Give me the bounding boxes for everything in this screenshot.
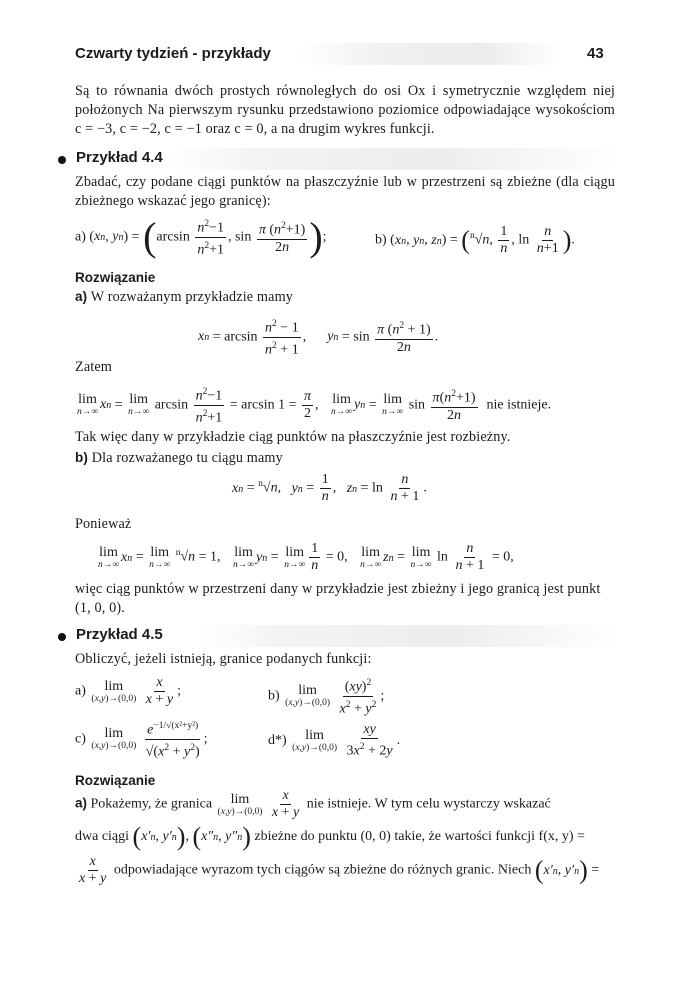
example-heading-shade [200, 625, 620, 647]
limits-a-formula: lim n→∞ xn = lim n→∞ arcsin $\frac{n^2-1}{n^2+1}$ = arcsin 1 = $\frac{\pi}{2}$ , lim n→∞ yn = lim n→∞ sin $\frac{\pi(n^2+1)}{2n}$ nie istnieje. [75, 384, 551, 426]
running-header-title: Czwarty tydzień - przykłady [75, 45, 271, 62]
nie-istnieje-text: nie istnieje. [486, 397, 552, 413]
solution-heading: Rozwiązanie [75, 773, 156, 788]
task-45-d: d*) lim (x,y)→(0,0) $\frac{xy}{3x^2 + 2y}$ . [268, 722, 401, 759]
formula-b-seq: xn = $^n$√n, yn = $\frac{1}{n}$ , zn = ln $\frac{n}{n + 1}$ . [232, 472, 427, 504]
bullet-icon [58, 156, 66, 164]
example-heading-shade [170, 148, 620, 170]
poniewaz-text: Ponieważ [75, 516, 132, 532]
bullet-icon [58, 633, 66, 641]
task-45-c: c) lim (x,y)→(0,0) $\frac{e^{-1/√(x^2+y^2)}}{√(x^2 + y^2)}$ ; [75, 718, 208, 760]
page-number: 43 [587, 45, 604, 62]
solution-45-line2: dwa ciągi (x′n, y′n), (x″n, y″n) zbieżne do punktu (0, 0) takie, że wartości funkcji f(x, y) = [75, 822, 585, 851]
task-a-formula: a) (xn, yn) = (arcsin $\frac{n^2-1}{n^2+1}$ , sin $\frac{\pi (n^2+1)}{2n}$ ); [75, 214, 327, 260]
conclusion-a: Tak więc dany w przykładzie ciąg punktów na płaszczyźnie jest rozbieżny. [75, 429, 511, 445]
solution-heading: Rozwiązanie [75, 270, 156, 285]
example-4-4-text: Zbadać, czy podane ciągi punktów na płaszczyźnie lub w przestrzeni są zbieżne (dla ciągu zbieżnego wskazać jego granicę): [75, 174, 615, 209]
solution-a-intro: a) W rozważanym przykładzie mamy [75, 289, 293, 305]
task-45-b: b) lim (x,y)→(0,0) $\frac{(xy)^2}{x^2 + y^2}$ ; [268, 675, 384, 717]
conclusion-b: więc ciąg punktów w przestrzeni dany w przykładzie jest zbieżny i jego granicą jest punkt (1, 0, 0). [75, 581, 601, 616]
solution-45-line3: $\frac{x}{x + y}$ odpowiadające wyrazom tych ciągów są zbieżne do różnych granic. Niech (x′n, y′n) = [79, 854, 600, 886]
intro-paragraph: Są to równania dwóch prostych równoległych do osi Ox i symetrycznie względem niej położonych Na pierwszym rysunku przedstawiono poziomice odpowiadające wysokościom c = −3, c = −2, c = −1 oraz c = 0, a na drugim wykres funkcji. [75, 83, 615, 137]
task-45-a: a) lim (x,y)→(0,0) $\frac{x}{x + y}$ ; [75, 675, 181, 707]
header-shade [300, 43, 560, 65]
label-b: b) [375, 232, 387, 248]
zatem-text: Zatem [75, 359, 112, 375]
limits-b-formula: lim n→∞ xn = lim n→∞ $^n$√n = 1, lim n→∞ yn = lim n→∞ $\frac{1}{n}$ = 0, lim n→∞ zn = lim n→∞ ln $\frac{n}{n + 1}$ = 0, [98, 541, 514, 573]
solution-45-line1: a) Pokażemy, że granica lim (x,y)→(0,0) $\frac{x}{x + y}$ nie istnieje. W tym celu wystarczy wskazać [75, 788, 551, 820]
label-a: a) [75, 229, 86, 245]
formula-xn-yn: xn = arcsin $\frac{n^2 - 1}{n^2 + 1}$ , yn = sin $\frac{\pi (n^2 + 1)}{2n}$ . [198, 316, 438, 358]
task-b-formula: b) (xn, yn, zn) = ($^n$√n, $\frac{1}{n}$ , ln $\frac{n}{n+1}$ ). [375, 224, 575, 256]
example-4-5-text: Obliczyć, jeżeli istnieją, granice podanych funkcji: [75, 651, 372, 667]
example-4-5-title: Przykład 4.5 [76, 626, 163, 643]
example-4-4-title: Przykład 4.4 [76, 149, 163, 166]
solution-b-intro: b) Dla rozważanego tu ciągu mamy [75, 450, 283, 466]
